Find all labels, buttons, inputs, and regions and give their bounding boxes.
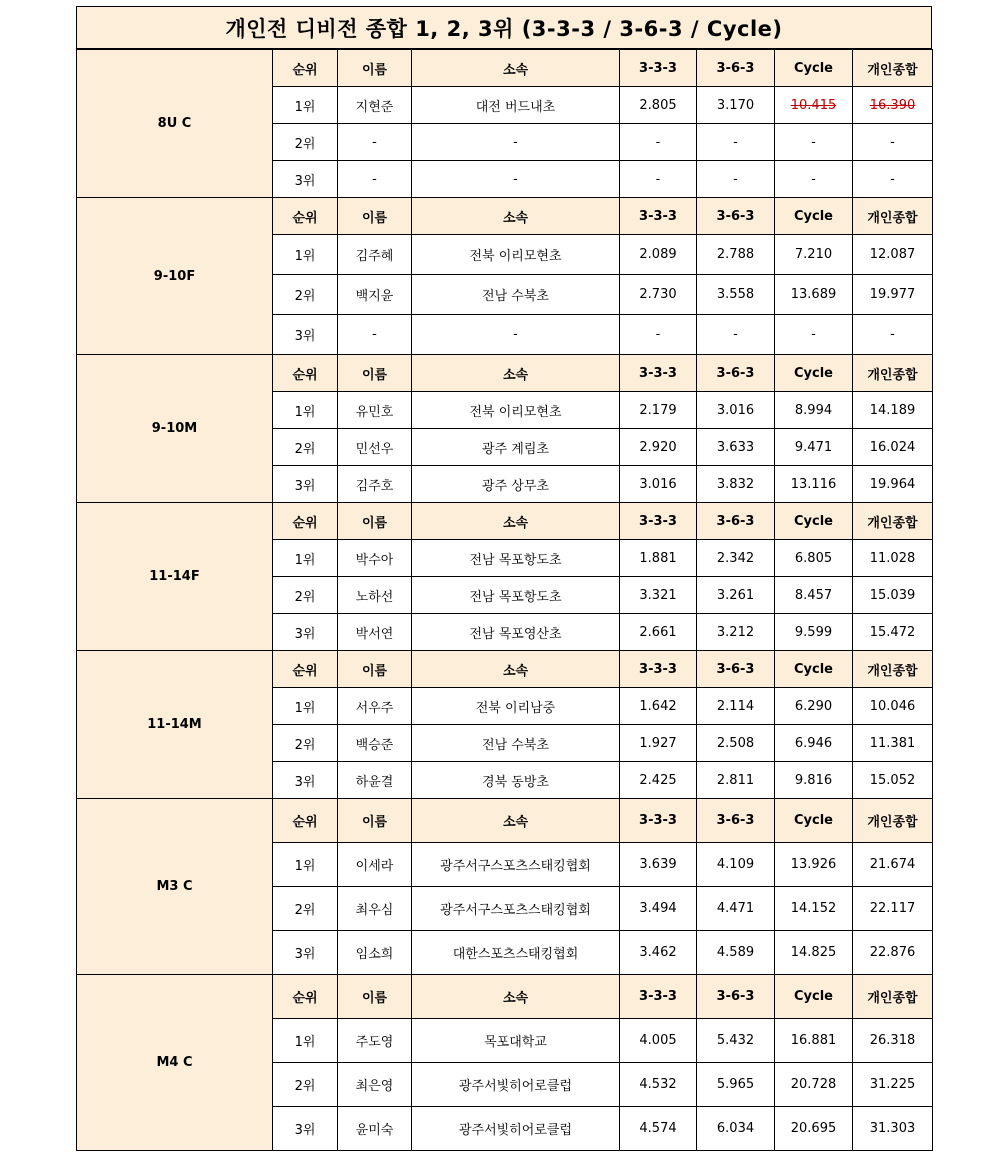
cell-team: 대전 버드내초 [412, 87, 620, 124]
cell-total: - [853, 161, 933, 198]
cell-name: 윤미숙 [338, 1107, 412, 1151]
cell-rank: 1위 [273, 540, 338, 577]
cell-name: 박서연 [338, 614, 412, 651]
cell-team: 대한스포츠스태킹협회 [412, 931, 620, 975]
column-header: 개인종합 [853, 50, 933, 87]
cell-name: 김주호 [338, 466, 412, 503]
cell-s333: 2.805 [620, 87, 697, 124]
cell-s333: 3.639 [620, 843, 697, 887]
cell-cycle: 13.689 [775, 275, 853, 315]
cell-team: - [412, 124, 620, 161]
cell-s363: 4.589 [697, 931, 775, 975]
cell-cycle: 6.805 [775, 540, 853, 577]
cell-name: 백승준 [338, 725, 412, 762]
cell-total: 14.189 [853, 392, 933, 429]
cell-s363: - [697, 315, 775, 355]
cell-team: 전북 이리남중 [412, 688, 620, 725]
cell-team: 경북 동방초 [412, 762, 620, 799]
cell-s333: 1.927 [620, 725, 697, 762]
cell-s363: 2.342 [697, 540, 775, 577]
cell-total: 22.117 [853, 887, 933, 931]
column-header: 순위 [273, 198, 338, 235]
column-header: Cycle [775, 355, 853, 392]
division-header-row [77, 355, 933, 392]
division-name: M4 C [77, 975, 273, 1151]
cell-name: 박수아 [338, 540, 412, 577]
column-header: 순위 [273, 975, 338, 1019]
column-header: 3-6-3 [697, 651, 775, 688]
column-header: 개인종합 [853, 355, 933, 392]
cell-s363: - [697, 124, 775, 161]
column-header: 3-3-3 [620, 651, 697, 688]
column-header: 3-6-3 [697, 355, 775, 392]
division-header-row [77, 198, 933, 235]
cell-rank: 2위 [273, 577, 338, 614]
results-table [76, 49, 933, 1151]
column-header: 소속 [412, 503, 620, 540]
column-header: Cycle [775, 198, 853, 235]
cell-s333: 2.425 [620, 762, 697, 799]
cell-team: 전남 목포영산초 [412, 614, 620, 651]
cell-cycle: 13.926 [775, 843, 853, 887]
division-header-row [77, 503, 933, 540]
column-header: 소속 [412, 355, 620, 392]
cell-s333: - [620, 315, 697, 355]
cell-rank: 2위 [273, 429, 338, 466]
cell-name: 최은영 [338, 1063, 412, 1107]
cell-rank: 1위 [273, 843, 338, 887]
column-header: 3-3-3 [620, 503, 697, 540]
cell-team: 광주서구스포츠스태킹협회 [412, 843, 620, 887]
cell-total: 19.964 [853, 466, 933, 503]
cell-cycle: 13.116 [775, 466, 853, 503]
column-header: 이름 [338, 799, 412, 843]
cell-rank: 3위 [273, 1107, 338, 1151]
cell-total: - [853, 124, 933, 161]
division-name: 9-10M [77, 355, 273, 503]
cell-team: - [412, 161, 620, 198]
column-header: 순위 [273, 651, 338, 688]
cell-name: - [338, 315, 412, 355]
cell-total: 11.381 [853, 725, 933, 762]
cell-cycle: 14.152 [775, 887, 853, 931]
cell-cycle: 6.290 [775, 688, 853, 725]
cell-s333: 4.005 [620, 1019, 697, 1063]
cell-total: 31.225 [853, 1063, 933, 1107]
column-header: 이름 [338, 50, 412, 87]
results-sheet [76, 6, 932, 1151]
cell-s333: 2.661 [620, 614, 697, 651]
division-name: 11-14M [77, 651, 273, 799]
column-header: 3-3-3 [620, 50, 697, 87]
cell-cycle: 20.695 [775, 1107, 853, 1151]
cell-name: 노하선 [338, 577, 412, 614]
cell-cycle: - [775, 315, 853, 355]
column-header: 개인종합 [853, 503, 933, 540]
column-header: 순위 [273, 355, 338, 392]
cell-s333: 2.089 [620, 235, 697, 275]
cell-name: 민선우 [338, 429, 412, 466]
cell-s333: 3.321 [620, 577, 697, 614]
division-header-row [77, 975, 933, 1019]
column-header: Cycle [775, 799, 853, 843]
cell-total: 15.052 [853, 762, 933, 799]
column-header: 소속 [412, 651, 620, 688]
cell-team: 광주서빛히어로클럽 [412, 1107, 620, 1151]
cell-s333: 2.730 [620, 275, 697, 315]
division-name: 8U C [77, 50, 273, 198]
cell-name: 서우주 [338, 688, 412, 725]
cell-team: 전남 목포항도초 [412, 540, 620, 577]
cell-rank: 2위 [273, 275, 338, 315]
cell-rank: 1위 [273, 87, 338, 124]
cell-team: 전남 수북초 [412, 275, 620, 315]
cell-cycle: 7.210 [775, 235, 853, 275]
cell-team: 광주 계림초 [412, 429, 620, 466]
cell-s363: 3.558 [697, 275, 775, 315]
cell-rank: 2위 [273, 1063, 338, 1107]
column-header: 이름 [338, 355, 412, 392]
cell-cycle: 14.825 [775, 931, 853, 975]
cell-s363: 2.508 [697, 725, 775, 762]
column-header: 3-6-3 [697, 799, 775, 843]
cell-rank: 2위 [273, 124, 338, 161]
column-header: Cycle [775, 503, 853, 540]
cell-total: 16.390 [853, 87, 933, 124]
cell-name: - [338, 124, 412, 161]
cell-name: 주도영 [338, 1019, 412, 1063]
cell-s363: 5.965 [697, 1063, 775, 1107]
division-header-row [77, 651, 933, 688]
cell-s363: 2.811 [697, 762, 775, 799]
column-header: 3-3-3 [620, 355, 697, 392]
cell-total: 22.876 [853, 931, 933, 975]
cell-rank: 3위 [273, 614, 338, 651]
cell-total: - [853, 315, 933, 355]
cell-s333: 1.881 [620, 540, 697, 577]
cell-team: 전북 이리모현초 [412, 235, 620, 275]
cell-rank: 3위 [273, 931, 338, 975]
column-header: Cycle [775, 975, 853, 1019]
column-header: 순위 [273, 503, 338, 540]
cell-total: 15.472 [853, 614, 933, 651]
cell-cycle: 8.457 [775, 577, 853, 614]
cell-team: - [412, 315, 620, 355]
column-header: 이름 [338, 503, 412, 540]
cell-team: 광주서구스포츠스태킹협회 [412, 887, 620, 931]
cell-rank: 3위 [273, 762, 338, 799]
cell-team: 전남 수북초 [412, 725, 620, 762]
cell-total: 10.046 [853, 688, 933, 725]
cell-cycle: 9.816 [775, 762, 853, 799]
cell-total: 21.674 [853, 843, 933, 887]
cell-s363: 6.034 [697, 1107, 775, 1151]
column-header: 3-6-3 [697, 198, 775, 235]
cell-total: 26.318 [853, 1019, 933, 1063]
cell-s333: - [620, 161, 697, 198]
cell-rank: 1위 [273, 235, 338, 275]
cell-team: 광주서빛히어로클럽 [412, 1063, 620, 1107]
cell-rank: 1위 [273, 1019, 338, 1063]
cell-cycle: 10.415 [775, 87, 853, 124]
cell-s333: - [620, 124, 697, 161]
cell-s363: 3.633 [697, 429, 775, 466]
column-header: 소속 [412, 50, 620, 87]
cell-s333: 3.462 [620, 931, 697, 975]
column-header: 이름 [338, 198, 412, 235]
cell-cycle: 8.994 [775, 392, 853, 429]
cell-rank: 3위 [273, 315, 338, 355]
division-header-row [77, 50, 933, 87]
cell-total: 16.024 [853, 429, 933, 466]
cell-rank: 1위 [273, 392, 338, 429]
cell-total: 11.028 [853, 540, 933, 577]
cell-team: 목포대학교 [412, 1019, 620, 1063]
cell-s333: 3.494 [620, 887, 697, 931]
cell-s363: 4.471 [697, 887, 775, 931]
column-header: 소속 [412, 198, 620, 235]
cell-cycle: 16.881 [775, 1019, 853, 1063]
cell-s333: 3.016 [620, 466, 697, 503]
column-header: 개인종합 [853, 651, 933, 688]
cell-s363: 3.832 [697, 466, 775, 503]
cell-s333: 2.179 [620, 392, 697, 429]
cell-cycle: 20.728 [775, 1063, 853, 1107]
column-header: 3-3-3 [620, 198, 697, 235]
column-header: 소속 [412, 799, 620, 843]
column-header: 3-6-3 [697, 503, 775, 540]
cell-s333: 2.920 [620, 429, 697, 466]
division-name: 11-14F [77, 503, 273, 651]
cell-team: 전북 이리모현초 [412, 392, 620, 429]
cell-rank: 1위 [273, 688, 338, 725]
cell-s363: 2.114 [697, 688, 775, 725]
cell-s363: 5.432 [697, 1019, 775, 1063]
cell-name: 하윤결 [338, 762, 412, 799]
cell-s363: - [697, 161, 775, 198]
cell-name: 유민호 [338, 392, 412, 429]
cell-team: 전남 목포항도초 [412, 577, 620, 614]
cell-s333: 4.574 [620, 1107, 697, 1151]
cell-total: 19.977 [853, 275, 933, 315]
column-header: 개인종합 [853, 975, 933, 1019]
cell-rank: 3위 [273, 466, 338, 503]
cell-s333: 4.532 [620, 1063, 697, 1107]
cell-cycle: - [775, 124, 853, 161]
cell-total: 31.303 [853, 1107, 933, 1151]
cell-name: 백지윤 [338, 275, 412, 315]
column-header: Cycle [775, 651, 853, 688]
column-header: 순위 [273, 799, 338, 843]
column-header: 3-6-3 [697, 975, 775, 1019]
cell-s363: 3.016 [697, 392, 775, 429]
column-header: Cycle [775, 50, 853, 87]
column-header: 이름 [338, 975, 412, 1019]
cell-rank: 2위 [273, 725, 338, 762]
cell-name: 최우심 [338, 887, 412, 931]
cell-cycle: 6.946 [775, 725, 853, 762]
column-header: 3-3-3 [620, 799, 697, 843]
cell-total: 12.087 [853, 235, 933, 275]
column-header: 이름 [338, 651, 412, 688]
cell-cycle: 9.599 [775, 614, 853, 651]
cell-cycle: 9.471 [775, 429, 853, 466]
cell-name: 김주혜 [338, 235, 412, 275]
cell-s333: 1.642 [620, 688, 697, 725]
cell-rank: 2위 [273, 887, 338, 931]
division-name: M3 C [77, 799, 273, 975]
column-header: 개인종합 [853, 799, 933, 843]
cell-rank: 3위 [273, 161, 338, 198]
column-header: 개인종합 [853, 198, 933, 235]
cell-team: 광주 상무초 [412, 466, 620, 503]
cell-s363: 2.788 [697, 235, 775, 275]
column-header: 순위 [273, 50, 338, 87]
sheet-title: 개인전 디비전 종합 1, 2, 3위 (3-3-3 / 3-6-3 / Cycle) [76, 6, 932, 49]
division-name: 9-10F [77, 198, 273, 355]
cell-name: 지현준 [338, 87, 412, 124]
column-header: 3-6-3 [697, 50, 775, 87]
cell-s363: 3.212 [697, 614, 775, 651]
cell-name: 이세라 [338, 843, 412, 887]
cell-s363: 3.261 [697, 577, 775, 614]
division-header-row [77, 799, 933, 843]
cell-s363: 3.170 [697, 87, 775, 124]
column-header: 3-3-3 [620, 975, 697, 1019]
cell-s363: 4.109 [697, 843, 775, 887]
column-header: 소속 [412, 975, 620, 1019]
cell-total: 15.039 [853, 577, 933, 614]
cell-cycle: - [775, 161, 853, 198]
cell-name: 임소희 [338, 931, 412, 975]
cell-name: - [338, 161, 412, 198]
